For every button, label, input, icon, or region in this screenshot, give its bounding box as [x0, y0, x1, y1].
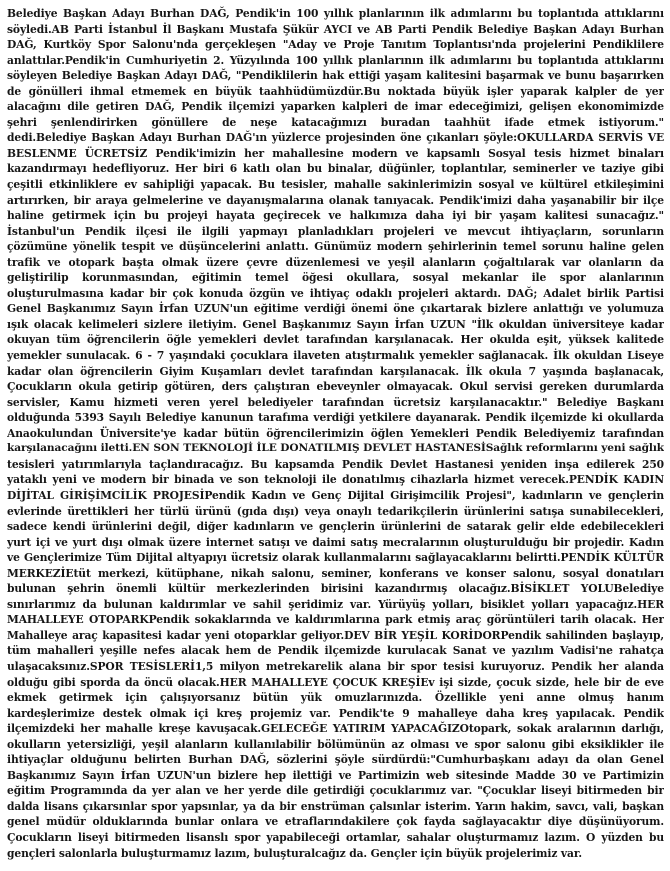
article-text-line: sadece kendi ürünlerini değil, diğer kadınların ve gençlerin ürünlerini de satarak gelir elde edebilecekleri: [7, 520, 664, 534]
article-text-line: karşılanacağını iletti.EN SON TEKNOLOJİ İLE DONATILMIŞ DEVLET HASTANESİSağlık reformlarını yeni sağlık: [7, 442, 664, 455]
article-text-line: sınırlarımız da bulunan kaldırımlar ve sahil şeridimiz var. Yürüyüş yolları, bisiklet yolları yapacağız.HER: [7, 597, 664, 611]
article-text-line: olduğu gibi sporda da öncü olacak.HER MAHALLEYE ÇOCUK KREŞİEv işi sizde, çocuk sizde, hele bir de eve: [7, 675, 664, 689]
article-text-line: yataklı yeni ve modern bir binada ve son teknoloji ile donatılmış cihazlarla hizmet verecek.PENDİK KADIN: [7, 473, 664, 487]
article-text-line: ve Gençlerimize Tüm Dijital altyapıyı ücretsiz olarak kullanmalarını sağlayacaklarını belirtti.PENDİK KÜLTÜR: [7, 551, 664, 565]
article-text-line: Çocukların okula getirip götüren, ders çalıştıran ebeveynler olmayacak. Okul servisi gereken durumlarda: [7, 380, 664, 394]
article-text-line: de gönülleri ihmal etmemek en büyük taahhüdümüzdür.Bu noktada büyük işler yaparak kalpler de yer: [7, 84, 664, 98]
article-text-line: Anaokulundan Üniversite'ye kadar bütün öğrencilerimizin öğlen Yemekleri Pendik Belediyemiz tarafından: [7, 426, 664, 440]
article-text-line: olduğunda 5393 Sayılı Belediye kanunun tarafıma verdiği yetkilere dayanarak. Pendik ilçemizde ki okullarda: [7, 411, 664, 425]
article-text-line: kardeşlerimize destek olmak içi kreş projemiz var. Pendik'te 9 mahalleye daha kreş yapılacak. Pendik: [7, 706, 664, 720]
article-text-line: ekmek getirmek için çalışıyorsanız bütün yük omuzlarınızda. Özellikle yeni anne olmuş hanım: [7, 691, 664, 705]
article-text-line: MAHALLEYE OTOPARKPendik sokaklarında ve kaldırımlarına park etmiş araç görüntüleri tarih olacak. Her: [7, 613, 664, 627]
article-text-line: kadar olan öğrencilerin Giyim Kuşamları devlet tarafından karşılanacak. İlk okula 7 yaşında başlanacak,: [7, 364, 664, 378]
article-text-line: artırırken, bir araya gelmelerine ve dayanışmalarına olanak tanıyacak. Pendik'imizi daha yaşanabilir bir ilçe: [7, 193, 664, 207]
article-text-line: Genel Başkanımız Sayın İrfan UZUN'un eğitime verdiği önemi öne çıkartarak bizlere anlattığı ve yolumuza: [7, 302, 664, 316]
article-text-line: şehri şenlendirirken gönüllere de neşe katacağımızı buradan taahhüt ifade etmek istiyorum.": [7, 115, 664, 129]
article-text-line: ulaşacaksınız.SPOR TESİSLERİ1,5 milyon metrekarelik alana bir spor tesisi kuruyoruz. Pendik her alanda: [7, 659, 664, 673]
article-text-line: geliştirilip korunmasından, eğitimin temel öğesi okullara, sosyal mekanlar ile spor alanlarının: [7, 271, 664, 285]
article-text-line: çeşitli etkinliklere ev sahipliği yapacak. Bu tesisler, mahalle sakinlerimizin sosyal ve kültürel etkileşimini: [7, 178, 664, 192]
article-text-line: okuyan tüm öğrencilerin öğle yemekleri devlet tarafından karşılanacak. Her okulda eşit, yüksek kalitede: [7, 333, 664, 347]
article-text-line: gençleri salonlarla buluşturmamız lazım, buluşturalcağız da. Gençler için büyük projelerimiz var.: [7, 846, 583, 860]
article-text-line: evlerinde ürettikleri her türlü ürünü (gıda dışı) veya onaylı tedarikçilerin ürünlerini satışa sunabilecekleri,: [7, 504, 664, 518]
article-text-line: MERKEZİEtüt merkezi, kütüphane, nikah salonu, seminer, konferans ve konser salonu, sosyal donatıları: [7, 566, 664, 580]
article-text-line: tesisleri yatırımlarıyla taçlandıracağız. Bu kapsamda Pendik Devlet Hastanesi yeniden inşa edilerek 250: [7, 457, 664, 471]
article-text-line: BESLENME ÜCRETSİZ Pendik'imizin her mahallesine modern ve kapsamlı Sosyal tesis hizmet binaları: [7, 146, 664, 160]
article-text-line: DİJİTAL GİRİŞİMCİLİK PROJESİPendik Kadın ve Genç Dijital Girişimcilik Projesi", kadınların ve gençlerin: [7, 488, 664, 502]
article-text-line: yurt içi ve yurt dışı olmak üzere internet satışı ve daimi satış mecralarının oluşturulduğu bir projedir. Kadın: [7, 535, 664, 549]
article-text-line: DAĞ, Kurtköy Spor Salonu'nda gerçekleşen "Aday ve Proje Tanıtım Toplantısı'nda projelerini Pendiklilere: [7, 38, 664, 52]
article-text-line: eğitim Programında da yer alan ve her yerde dile getirdiği çocuklarımız var. "Çocuklar liseyi bitirmeden bir: [7, 784, 664, 798]
article-text-line: söyleyen Belediye Başkan Adayı DAĞ, "Pendiklilerin hak ettiği yaşam kalitesini başarmak ve bunu başarırken: [7, 69, 664, 83]
article-text-line: genel müdür olduklarında bunlar onlara ve etraflarındakilere çok fayda sağlayacaktır diye düşünüyorum.: [7, 815, 664, 829]
article-text-line: söyledi.AB Parti İstanbul İl Başkanı Mustafa Şükür AYCI ve AB Parti Pendik Belediye Başkan Adayı Burhan: [7, 22, 664, 36]
article-text-line: Çocukların liseyi bitirmeden lisanslı spor yapabileceği ortamlar, sahalar oluşturmamız lazım. O yüzden bu: [7, 830, 664, 844]
article-text-line: bulunan şehrin önemli kültür merkezlerinden birisini kazandırmış olacağız.BİSİKLET YOLUBelediye: [7, 582, 664, 596]
article-text-line: ışık olacak kelimeleri sizlere iletiyim. Genel Başkanımız Sayın İrfan UZUN "İlk okuldan üniversiteye kadar: [7, 317, 664, 331]
article-text-line: ilçemizdeki her mahalle kreşe kavuşacak.GELECEĞE YATIRIM YAPACAĞIZOtopark, sokak aralarının darlığı,: [7, 722, 664, 736]
article-text-line: yemekler sunulacak. 6 - 7 yaşındaki çocuklara ilaveten atıştırmalık yemekler sağlanacak. İlk okuldan Liseye: [7, 349, 664, 363]
news-article: [7, 6, 664, 868]
article-text-line: Mahalleye araç kapasitesi kadar yeni otoparklar geliyor.DEV BİR YEŞİL KORİDORPendik sahilinden başlayıp,: [7, 628, 664, 642]
article-text-line: trafik ve otopark başta olmak üzere çevre düzenlemesi ve yeşil alanların çoğaltılarak var olanların da: [7, 255, 664, 269]
article-text-line: çözümüne yönelik tespit ve düşüncelerini anlattı. Günümüz modern şehirlerinin temel sorunu haline gelen: [7, 240, 664, 254]
article-text-line: oluşturulmasına kadar bir çok konuda özgün ve ihtiyaç odaklı projeleri aktardı. DAĞ; Adalet birlik Partisi: [7, 286, 664, 300]
article-text-line: ihtiyaçlar olduğunu belirten Burhan DAĞ, sözlerini şöyle sürdürdü:"Cumhurbaşkanı adayı da olan Genel: [7, 753, 664, 767]
article-text-line: alacağını dile getiren DAĞ, Pendik ilçemizi yaparken kalpleri de imar edeceğimizi, gelişen ekonomimizde: [7, 100, 664, 114]
article-text-line: servisler, Kamu hizmeti veren yerel belediyeler tarafından ücretsiz karşılanacaktır." Belediye Başkanı: [7, 395, 664, 409]
article-text-line: anlattılar.Pendik'in Cumhuriyetin 2. Yüzyılında 100 yıllık planlarının ilk adımlarını bu toplantıda attıklarını: [7, 53, 664, 67]
article-text-line: Belediye Başkan Adayı Burhan DAĞ, Pendik'in 100 yıllık planlarının ilk adımlarını bu toplantıda attıklarını: [7, 7, 664, 20]
article-text-line: tüm mahalleri yeşille nefes alacak hem de Pendik ilçemizde kurulacak Sanat ve yazılım Vadisi'ne rahatça: [7, 644, 664, 658]
article-text-line: kazandırmayı hedefliyoruz. Her biri 6 katlı olan bu binalar, düğünler, toplantılar, seminerler ve taziye gibi: [7, 162, 664, 176]
article-text-line: İstanbul'un Pendik ilçesi ile ilgili yapmayı planladıkları projeleri ve mevcut ihtiyaçların, sorunların: [7, 224, 664, 238]
article-text-line: dedi.Belediye Başkan Adayı Burhan DAĞ'ın yüzlerce projesinden öne çıkanları şöyle:OKULLARDA SERVİS VE: [7, 131, 664, 145]
article-text-line: okulların yetersizliği, yeşil alanların kullanılabilir bölümünün az olması ve spor salonu gibi eksiklikler ile: [7, 737, 664, 751]
article-text-line: dalda lisans çıkarsınlar spor yapsınlar, ya da bir enstrüman çalsınlar isterim. Yarın hakim, savcı, vali, başkan: [7, 799, 664, 813]
article-text-line: Başkanımız Sayın İrfan UZUN'un bizlere hep ilettiği ve Partimizin web sitesinde Madde 30 ve Partimizin: [7, 768, 664, 782]
article-text-line: haline getirmek için bu projeyi hayata geçirecek ve halkımıza daha iyi bir yaşam kalitesi sunacağız.": [7, 209, 664, 223]
